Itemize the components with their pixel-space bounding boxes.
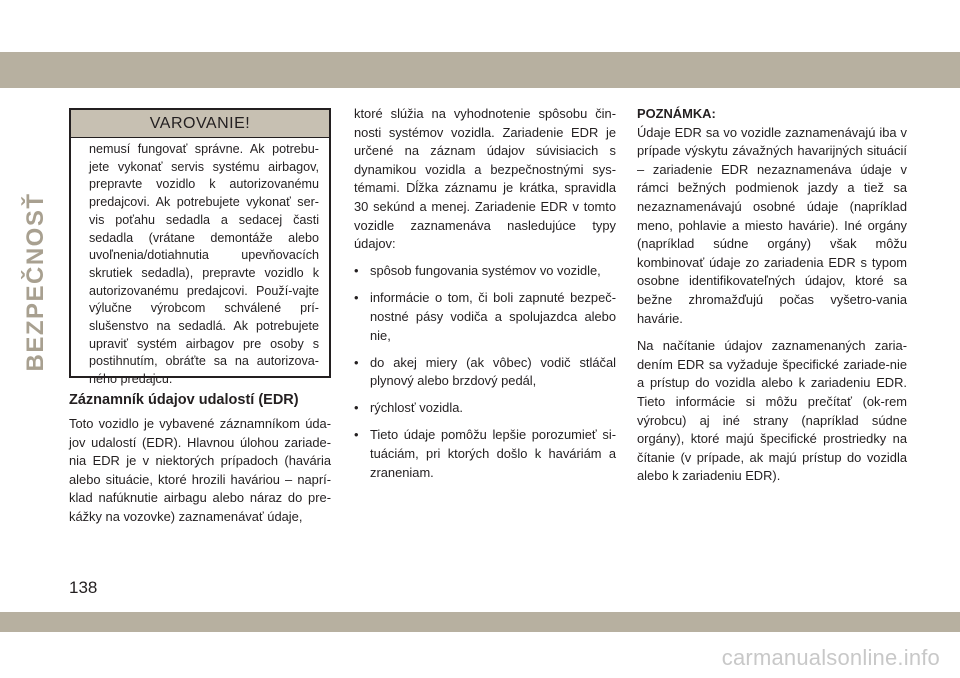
watermark: carmanualsonline.info [721,645,940,670]
page-number: 138 [69,578,98,597]
note-text: Údaje EDR sa vo vozidle zaznamenávajú iba v prípade výskytu závažných havarijných situácií – zariadenie EDR nezaznamenáva údaje v rámci bežných podmienok jazdy a tiež sa nezaznamenávajú osobné údaje (napríklad meno, pohlavie a miesto havárie). Iné orgány (napríklad súdne orgány) však môžu kombinovať údaje zo zariadenia EDR s typom osobne identifikovateľných údajov, ktoré sa bežne zhromažďujú počas vyšetro-vania havárie. [637,124,907,326]
warning-box [69,108,331,387]
footer-band [0,612,960,632]
list-item: • Tieto údaje pomôžu lepšie porozumieť si-tuáciám, pri ktorých došlo k haváriám a zraneniam. [354,427,616,480]
middle-intro: ktoré slúžia na vyhodnotenie spôsobu čin-nosti systémov vozidla. Zariadenie EDR je určené na záznam údajov súvisiacich s dynamikou vozidla a bezpečnostnými sys-témami. Dĺžka záznamu je krátka, spravidla 30 sekúnd a menej. Zariadenie EDR v tomto vozidle zaznamenáva nasledujúce typy údajov: [354,106,616,252]
edr-heading: Záznamník údajov udalostí (EDR) [69,392,299,408]
bullet-icon: • [354,263,359,279]
list-item: • rýchlosť vozidla. [354,399,616,418]
section-tab-label: BEZPEČNOSŤ [22,192,49,372]
middle-column [354,105,616,482]
bullet-icon: • [354,290,359,306]
list-item: • spôsob fungovania systémov vo vozidle, [354,262,616,281]
section-tab [16,192,56,372]
right-column [637,105,907,486]
list-item: • informácie o tom, či boli zapnuté bezpeč-nostné pásy vodiča a spolujazdca alebo nie, [354,290,616,343]
edr-paragraph [69,415,331,527]
header-band [0,52,960,88]
bullet-icon: • [354,354,359,370]
edr-paragraph-text: Toto vozidlo je vybavené záznamníkom úda-jov udalostí (EDR). Hlavnou úlohou zariade-nia EDR je v niektorých prípadoch (havária alebo situácie, ktoré hrozili haváriou – naprí-klad nafúknutie airbagu alebo náraz do pre-kážky na vozovke) zaznamenávať údaje, [69,416,331,524]
note-label: POZNÁMKA: [637,106,716,121]
bullet-icon: • [354,400,359,416]
warning-text: nemusí fungovať správne. Ak potrebu-jete vykonať servis systému airbagov, prepravte vozidlo k autorizovanému predajcovi. Ak potrebujete vykonať ser-vis poťahu sedadla a sedacej časti sedadla (vrátane demontáže alebo uvoľnenia/dotiahnutia upevňovacích skrutiek sedadla), prepravte vozidlo k autorizovanému predajcovi. Použí-vajte výlučne výrobcom schválené prí-slušenstvo na sedadlá. Ak potrebujete upraviť systém airbagov pre osoby s postihnutím, obráťte sa na autorizova-ného predajcu. [89,142,319,387]
bullet-icon: • [354,427,359,443]
list-item: • do akej miery (ak vôbec) vodič stláčal plynový alebo brzdový pedál, [354,354,616,389]
warning-title: VAROVANIE! [71,110,329,138]
edr-data-list [354,262,616,482]
right-paragraph: Na načítanie údajov zaznamenaných zaria-dením EDR sa vyžaduje špecifické zariade-nie a prístup do vozidla alebo k zariadeniu EDR. Tieto informácie si môžu prečítať (ok-rem výrobcu) aj iné strany (napríklad súdne orgány), ktoré majú špecifické prostriedky na čítanie (v prípade, ak majú prístup do vozidla alebo k zariadeniu EDR). [637,338,907,484]
